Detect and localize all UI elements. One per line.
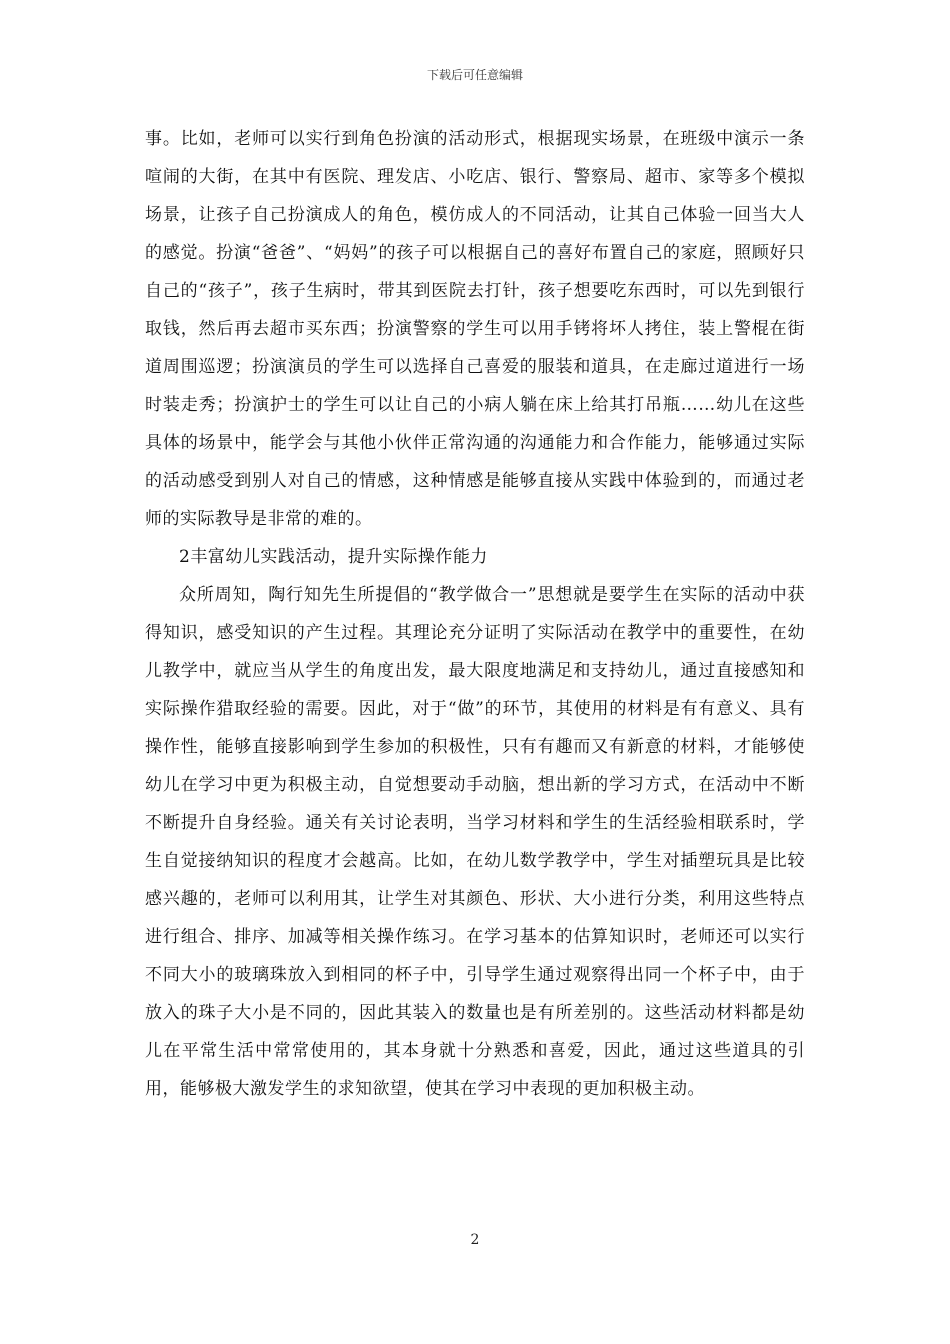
body-paragraph-2: 众所周知，陶行知先生所提倡的“教学做合一”思想就是要学生在实际的活动中获得知识，感受知识的产生过程。其理论充分证明了实际活动在教学中的重要性，在幼儿教学中，就应当从学生的角度出发，最大限度地满足和支持幼儿，通过直接感知和实际操作猎取经验的需要。因此，对于“做”的环节，其使用的材料是有有意义、具有操作性，能够直接影响到学生参加的积极性，只有有趣而又有新意的材料，才能够使幼儿在学习中更为积极主动，自觉想要动手动脑，想出新的学习方式，在活动中不断不断提升自身经验。通关有关讨论表明，当学习材料和学生的生活经验相联系时，学生自觉接纳知识的程度才会越高。比如，在幼儿数学教学中，学生对插塑玩具是比较感兴趣的，老师可以利用其，让学生对其颜色、形状、大小进行分类，利用这些特点进行组合、排序、加减等相关操作练习。在学习基本的估算知识时，老师还可以实行不同大小的玻璃珠放入到相同的杯子中，引导学生通过观察得出同一个杯子中，由于放入的珠子大小是不同的，因此其装入的数量也是有所差别的。这些活动材料都是幼儿在平常生活中常常使用的，其本身就十分熟悉和喜爱，因此，通过这些道具的引用，能够极大激发学生的求知欲望，使其在学习中表现的更加积极主动。 (145, 585, 805, 1099)
document-body (145, 120, 805, 1108)
page-number: 2 (470, 1232, 480, 1248)
page-header: 下载后可任意编辑 (426, 68, 523, 82)
section-heading: 2丰富幼儿实践活动，提升实际操作能力 (179, 547, 488, 567)
body-paragraph-1: 事。比如，老师可以实行到角色扮演的活动形式，根据现实场景，在班级中演示一条喧闹的大街，在其中有医院、理发店、小吃店、银行、警察局、超市、家等多个模拟场景，让孩子自己扮演成人的角色，模仿成人的不同活动，让其自己体验一回当大人的感觉。扮演“爸爸”、“妈妈”的孩子可以根据自己的喜好布置自己的家庭，照顾好只自己的“孩子”，孩子生病时，带其到医院去打针，孩子想要吃东西时，可以先到银行取钱，然后再去超市买东西；扮演警察的学生可以用手铐将坏人拷住，装上警棍在街道周围巡逻；扮演演员的学生可以选择自己喜爱的服装和道具，在走廊过道进行一场时装走秀；扮演护士的学生可以让自己的小病人躺在床上给其打吊瓶……幼儿在这些具体的场景中，能学会与其他小伙伴正常沟通的沟通能力和合作能力，能够通过实际的活动感受到别人对自己的情感，这种情感是能够直接从实践中体验到的，而通过老师的实际教导是非常的难的。 (145, 129, 805, 529)
